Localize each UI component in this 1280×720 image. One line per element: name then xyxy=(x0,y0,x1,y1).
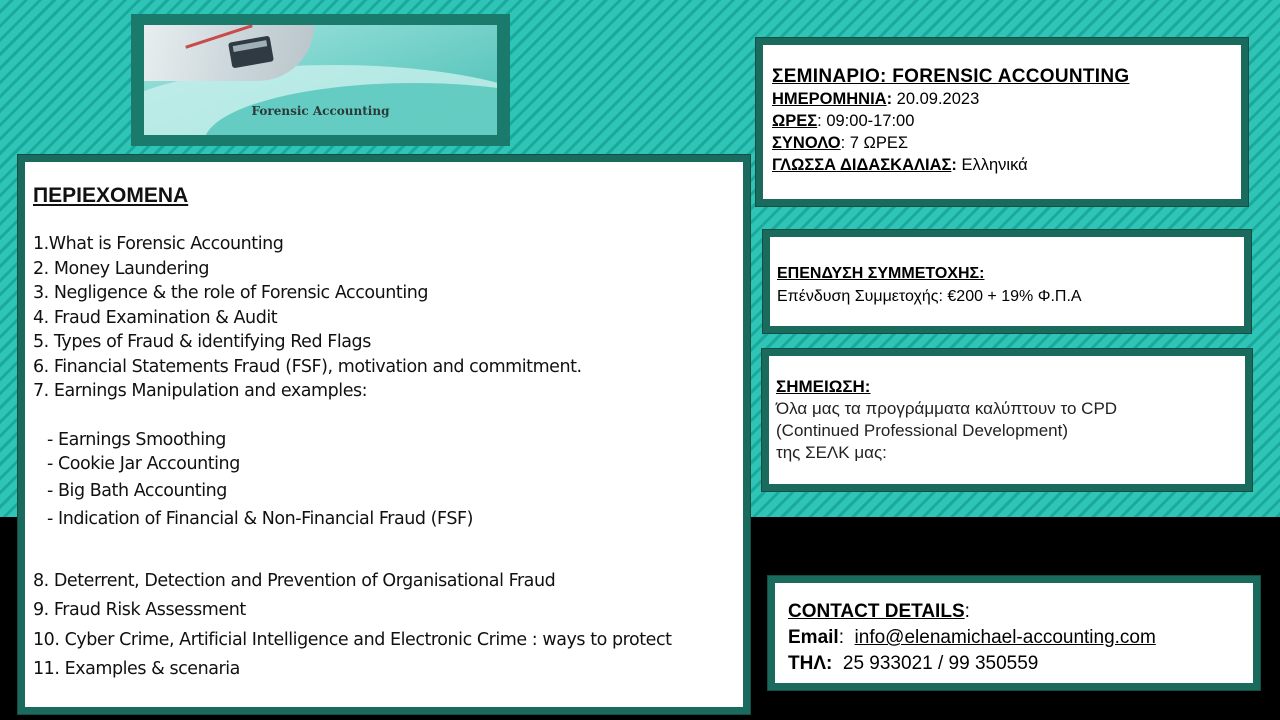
email-colon: : xyxy=(838,627,855,648)
list-item: 3. Negligence & the role of Forensic Accounting xyxy=(33,283,429,303)
list-item: 6. Financial Statements Fraud (FSF), motivation and commitment. xyxy=(33,356,582,377)
note-line: Όλα μας τα προγράμματα καλύπτουν το CPD xyxy=(776,399,1118,418)
calculator-icon xyxy=(228,36,274,69)
sub-list-item: - Big Bath Accounting xyxy=(47,480,227,501)
sub-list-item: - Earnings Smoothing xyxy=(47,429,226,450)
contact-phone-row xyxy=(788,651,1240,677)
hours-label: ΩΡΕΣ xyxy=(772,112,818,130)
investment-heading: ΕΠΕΝΔΥΣΗ ΣΥΜΜΕΤΟΧΗΣ: xyxy=(777,265,985,282)
contact-email-row xyxy=(788,625,1240,651)
contents-heading: ΠΕΡΙΕΧΟΜΕΝΑ xyxy=(33,184,189,207)
hours-value: : 09:00-17:00 xyxy=(817,112,915,130)
list-item: 9. Fraud Risk Assessment xyxy=(33,600,246,620)
seminar-total xyxy=(772,132,1232,154)
seminar-hours xyxy=(772,110,1232,132)
contact-panel xyxy=(768,576,1260,690)
hero-image xyxy=(144,25,497,135)
contact-heading-colon: : xyxy=(964,601,970,622)
email-label: Email xyxy=(788,627,839,648)
note-panel xyxy=(762,349,1252,491)
list-item: 1.What is Forensic Accounting xyxy=(33,234,284,254)
date-label: ΗΜΕΡΟΜΗΝΙΑ xyxy=(772,90,887,108)
list-item: 7. Earnings Manipulation and examples: xyxy=(33,381,368,401)
hero-title: Forensic Accounting xyxy=(251,104,390,118)
total-label: ΣΥΝΟΛΟ xyxy=(772,134,841,152)
hero-banner xyxy=(131,14,510,146)
date-value: 20.09.2023 xyxy=(892,90,980,108)
note-line: της ΣΕΛΚ μας: xyxy=(776,443,887,462)
list-item: 2. Money Laundering xyxy=(33,258,210,279)
contents-panel xyxy=(18,155,750,714)
investment-panel xyxy=(763,230,1251,333)
language-label: ΓΛΩΣΣΑ ΔΙΔΑΣΚΑΛΙΑΣ xyxy=(772,156,952,174)
list-item: 4. Fraud Examination & Audit xyxy=(33,307,278,328)
sub-list-item: - Indication of Financial & Non-Financial Fraud (FSF) xyxy=(47,509,473,529)
language-value: Ελληνικά xyxy=(956,156,1028,174)
language-colon: : xyxy=(951,156,957,174)
note-line: (Continued Professional Development) xyxy=(776,421,1068,440)
contact-heading: CONTACT DETAILS xyxy=(788,601,965,622)
seminar-title: ΣΕΜΙΝΑΡΙΟ: FORENSIC ACCOUNTING xyxy=(772,66,1130,87)
seminar-details-panel xyxy=(756,38,1248,206)
sub-list-item: - Cookie Jar Accounting xyxy=(47,454,240,474)
phone-value: 25 933021 / 99 350559 xyxy=(832,653,1039,674)
seminar-language xyxy=(772,154,1232,176)
email-link[interactable]: info@elenamichael-accounting.com xyxy=(854,627,1156,648)
total-value: : 7 ΩΡΕΣ xyxy=(840,134,909,152)
list-item: 5. Types of Fraud & identifying Red Flags xyxy=(33,332,371,352)
list-item: 11. Examples & scenaria xyxy=(33,659,240,679)
seminar-date xyxy=(772,88,1232,110)
list-item: 8. Deterrent, Detection and Prevention of Organisational Fraud xyxy=(33,570,556,591)
date-colon: : xyxy=(886,90,893,108)
list-item: 10. Cyber Crime, Artificial Intelligence and Electronic Crime : ways to protect xyxy=(33,629,672,650)
phone-label: ΤΗΛ: xyxy=(788,653,833,674)
note-heading: ΣΗΜΕΙΩΣΗ: xyxy=(776,377,871,396)
contact-heading-row xyxy=(788,599,1240,625)
investment-text: Επένδυση Συμμετοχής: €200 + 19% Φ.Π.Α xyxy=(777,288,1082,305)
